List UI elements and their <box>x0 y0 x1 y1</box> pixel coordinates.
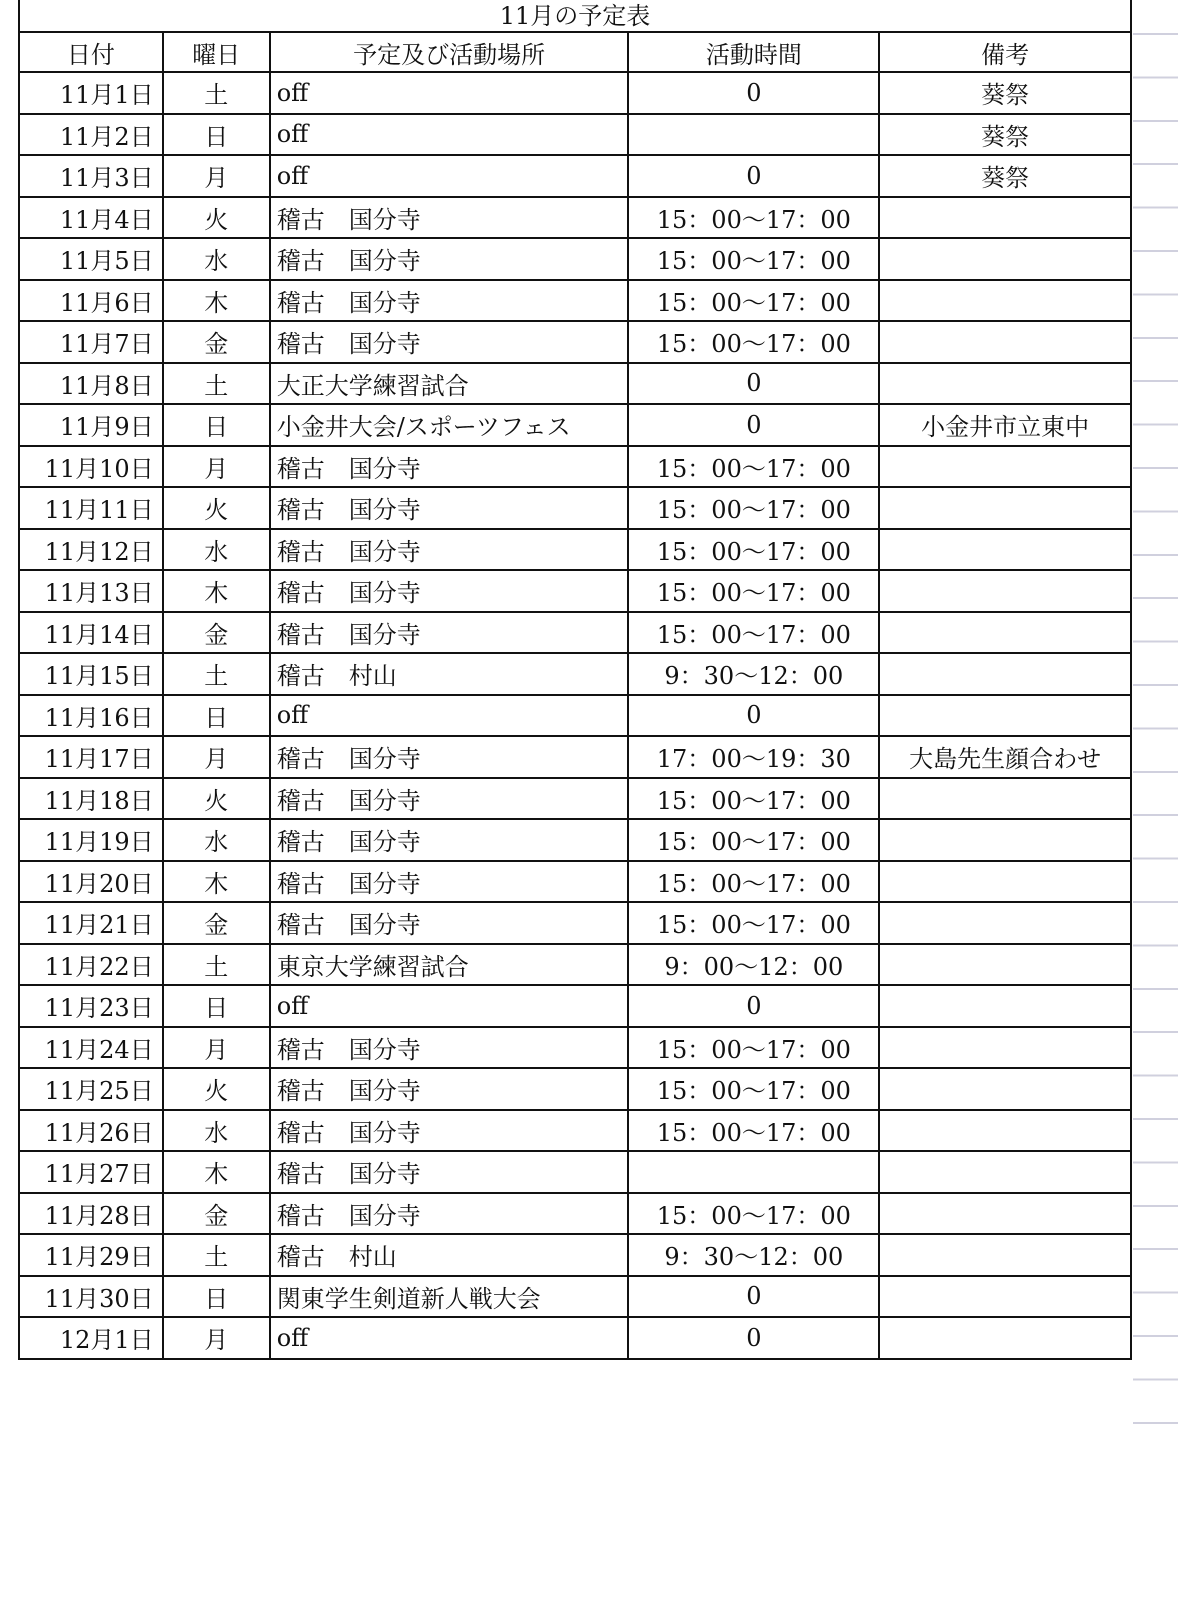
plan-cell: 稽古 国分寺 <box>270 1193 629 1235</box>
date-cell: 11月24日 <box>19 1027 163 1069</box>
date-cell: 11月15日 <box>19 653 163 695</box>
table-row <box>19 280 1131 322</box>
time-cell: 15：00〜17：00 <box>628 778 879 820</box>
weekday-cell: 木 <box>163 570 270 612</box>
plan-cell: off <box>270 155 629 197</box>
table-row <box>19 778 1131 820</box>
weekday-cell: 水 <box>163 529 270 571</box>
weekday-cell: 金 <box>163 902 270 944</box>
date-cell: 11月13日 <box>19 570 163 612</box>
table-row <box>19 1068 1131 1110</box>
time-cell: 9：00〜12：00 <box>628 944 879 986</box>
table-row <box>19 1151 1131 1193</box>
date-cell: 11月27日 <box>19 1151 163 1193</box>
weekday-cell: 月 <box>163 446 270 488</box>
note-cell <box>879 1068 1131 1110</box>
plan-cell: 稽古 国分寺 <box>270 1027 629 1069</box>
weekday-cell: 月 <box>163 736 270 778</box>
plan-cell: 稽古 国分寺 <box>270 238 629 280</box>
ruled-guide-lines <box>1133 0 1178 1430</box>
date-cell: 11月17日 <box>19 736 163 778</box>
time-cell: 15：00〜17：00 <box>628 446 879 488</box>
time-cell: 15：00〜17：00 <box>628 321 879 363</box>
time-cell: 15：00〜17：00 <box>628 1027 879 1069</box>
time-cell: 9：30〜12：00 <box>628 1234 879 1276</box>
note-cell <box>879 363 1131 405</box>
date-cell: 11月30日 <box>19 1276 163 1318</box>
weekday-cell: 月 <box>163 1317 270 1359</box>
time-cell: 15：00〜17：00 <box>628 529 879 571</box>
weekday-cell: 月 <box>163 155 270 197</box>
note-cell: 大島先生顔合わせ <box>879 736 1131 778</box>
time-cell: 0 <box>628 1317 879 1359</box>
table-row <box>19 155 1131 197</box>
header-plan-location: 予定及び活動場所 <box>270 32 629 72</box>
date-cell: 11月23日 <box>19 985 163 1027</box>
plan-cell: 稽古 国分寺 <box>270 280 629 322</box>
time-cell: 0 <box>628 695 879 737</box>
table-row <box>19 197 1131 239</box>
time-cell: 9：30〜12：00 <box>628 653 879 695</box>
time-cell: 15：00〜17：00 <box>628 902 879 944</box>
table-title: 11月の予定表 <box>19 0 1131 32</box>
weekday-cell: 土 <box>163 363 270 405</box>
time-cell: 15：00〜17：00 <box>628 1068 879 1110</box>
date-cell: 11月19日 <box>19 819 163 861</box>
date-cell: 11月14日 <box>19 612 163 654</box>
date-cell: 11月26日 <box>19 1110 163 1152</box>
plan-cell: 稽古 国分寺 <box>270 736 629 778</box>
note-cell <box>879 1317 1131 1359</box>
plan-cell: 稽古 国分寺 <box>270 612 629 654</box>
note-cell <box>879 902 1131 944</box>
plan-cell: 稽古 村山 <box>270 653 629 695</box>
note-cell <box>879 1027 1131 1069</box>
table-row <box>19 861 1131 903</box>
plan-cell: 東京大学練習試合 <box>270 944 629 986</box>
date-cell: 11月8日 <box>19 363 163 405</box>
table-row <box>19 1110 1131 1152</box>
date-cell: 11月5日 <box>19 238 163 280</box>
plan-cell: 稽古 国分寺 <box>270 570 629 612</box>
header-weekday: 曜日 <box>163 32 270 72</box>
plan-cell: 稽古 国分寺 <box>270 197 629 239</box>
table-row <box>19 570 1131 612</box>
weekday-cell: 木 <box>163 861 270 903</box>
weekday-cell: 水 <box>163 819 270 861</box>
note-cell <box>879 487 1131 529</box>
date-cell: 11月3日 <box>19 155 163 197</box>
note-cell <box>879 321 1131 363</box>
table-row <box>19 238 1131 280</box>
table-row <box>19 1276 1131 1318</box>
table-row <box>19 487 1131 529</box>
note-cell: 葵祭 <box>879 114 1131 156</box>
date-cell: 11月20日 <box>19 861 163 903</box>
date-cell: 11月12日 <box>19 529 163 571</box>
note-cell <box>879 861 1131 903</box>
weekday-cell: 火 <box>163 1068 270 1110</box>
table-row <box>19 446 1131 488</box>
table-row <box>19 819 1131 861</box>
note-cell <box>879 653 1131 695</box>
table-row <box>19 529 1131 571</box>
note-cell: 葵祭 <box>879 72 1131 114</box>
plan-cell: 稽古 国分寺 <box>270 902 629 944</box>
weekday-cell: 水 <box>163 238 270 280</box>
note-cell <box>879 1110 1131 1152</box>
date-cell: 12月1日 <box>19 1317 163 1359</box>
table-row <box>19 363 1131 405</box>
plan-cell: 稽古 村山 <box>270 1234 629 1276</box>
date-cell: 11月9日 <box>19 404 163 446</box>
plan-cell: 稽古 国分寺 <box>270 487 629 529</box>
weekday-cell: 土 <box>163 944 270 986</box>
date-cell: 11月25日 <box>19 1068 163 1110</box>
schedule-rows <box>19 72 1131 1359</box>
note-cell <box>879 778 1131 820</box>
note-cell <box>879 529 1131 571</box>
date-cell: 11月6日 <box>19 280 163 322</box>
weekday-cell: 日 <box>163 114 270 156</box>
weekday-cell: 日 <box>163 1276 270 1318</box>
table-row <box>19 1193 1131 1235</box>
weekday-cell: 土 <box>163 1234 270 1276</box>
table-row <box>19 1317 1131 1359</box>
plan-cell: 稽古 国分寺 <box>270 529 629 571</box>
note-cell: 葵祭 <box>879 155 1131 197</box>
time-cell: 15：00〜17：00 <box>628 819 879 861</box>
weekday-cell: 土 <box>163 653 270 695</box>
note-cell <box>879 1276 1131 1318</box>
plan-cell: 稽古 国分寺 <box>270 446 629 488</box>
time-cell: 0 <box>628 363 879 405</box>
table-row <box>19 321 1131 363</box>
date-cell: 11月29日 <box>19 1234 163 1276</box>
note-cell <box>879 1234 1131 1276</box>
plan-cell: 稽古 国分寺 <box>270 1151 629 1193</box>
plan-cell: off <box>270 72 629 114</box>
weekday-cell: 金 <box>163 1193 270 1235</box>
time-cell: 15：00〜17：00 <box>628 487 879 529</box>
plan-cell: 稽古 国分寺 <box>270 819 629 861</box>
note-cell <box>879 280 1131 322</box>
date-cell: 11月21日 <box>19 902 163 944</box>
plan-cell: 大正大学練習試合 <box>270 363 629 405</box>
note-cell <box>879 985 1131 1027</box>
table-row <box>19 72 1131 114</box>
weekday-cell: 日 <box>163 695 270 737</box>
time-cell: 0 <box>628 985 879 1027</box>
table-row <box>19 1027 1131 1069</box>
note-cell <box>879 197 1131 239</box>
date-cell: 11月1日 <box>19 72 163 114</box>
table-row <box>19 612 1131 654</box>
time-cell: 0 <box>628 155 879 197</box>
weekday-cell: 月 <box>163 1027 270 1069</box>
plan-cell: off <box>270 1317 629 1359</box>
date-cell: 11月11日 <box>19 487 163 529</box>
time-cell: 0 <box>628 72 879 114</box>
date-cell: 11月10日 <box>19 446 163 488</box>
table-row <box>19 695 1131 737</box>
table-row <box>19 944 1131 986</box>
weekday-cell: 金 <box>163 321 270 363</box>
note-cell <box>879 1151 1131 1193</box>
date-cell: 11月22日 <box>19 944 163 986</box>
note-cell <box>879 446 1131 488</box>
table-row <box>19 404 1131 446</box>
table-row <box>19 985 1131 1027</box>
note-cell: 小金井市立東中 <box>879 404 1131 446</box>
date-cell: 11月2日 <box>19 114 163 156</box>
weekday-cell: 日 <box>163 985 270 1027</box>
time-cell: 15：00〜17：00 <box>628 197 879 239</box>
plan-cell: 稽古 国分寺 <box>270 1110 629 1152</box>
title-row <box>19 0 1131 32</box>
date-cell: 11月7日 <box>19 321 163 363</box>
header-date: 日付 <box>19 32 163 72</box>
plan-cell: 関東学生剣道新人戦大会 <box>270 1276 629 1318</box>
time-cell: 17：00〜19：30 <box>628 736 879 778</box>
note-cell <box>879 612 1131 654</box>
weekday-cell: 火 <box>163 197 270 239</box>
date-cell: 11月16日 <box>19 695 163 737</box>
weekday-cell: 木 <box>163 1151 270 1193</box>
table-row <box>19 114 1131 156</box>
time-cell: 0 <box>628 1276 879 1318</box>
time-cell: 0 <box>628 404 879 446</box>
time-cell: 15：00〜17：00 <box>628 280 879 322</box>
weekday-cell: 木 <box>163 280 270 322</box>
header-row <box>19 32 1131 72</box>
plan-cell: off <box>270 695 629 737</box>
header-notes: 備考 <box>879 32 1131 72</box>
note-cell <box>879 570 1131 612</box>
date-cell: 11月4日 <box>19 197 163 239</box>
table-row <box>19 1234 1131 1276</box>
date-cell: 11月18日 <box>19 778 163 820</box>
time-cell: 15：00〜17：00 <box>628 612 879 654</box>
plan-cell: 稽古 国分寺 <box>270 1068 629 1110</box>
table-row <box>19 653 1131 695</box>
note-cell <box>879 695 1131 737</box>
time-cell: 15：00〜17：00 <box>628 861 879 903</box>
note-cell <box>879 944 1131 986</box>
plan-cell: 小金井大会/スポーツフェス <box>270 404 629 446</box>
time-cell: 15：00〜17：00 <box>628 570 879 612</box>
plan-cell: 稽古 国分寺 <box>270 861 629 903</box>
table-row <box>19 736 1131 778</box>
weekday-cell: 日 <box>163 404 270 446</box>
plan-cell: 稽古 国分寺 <box>270 321 629 363</box>
plan-cell: 稽古 国分寺 <box>270 778 629 820</box>
weekday-cell: 水 <box>163 1110 270 1152</box>
weekday-cell: 火 <box>163 778 270 820</box>
note-cell <box>879 1193 1131 1235</box>
date-cell: 11月28日 <box>19 1193 163 1235</box>
header-activity-time: 活動時間 <box>628 32 879 72</box>
time-cell: 15：00〜17：00 <box>628 1110 879 1152</box>
table-row <box>19 902 1131 944</box>
time-cell <box>628 114 879 156</box>
time-cell: 15：00〜17：00 <box>628 1193 879 1235</box>
plan-cell: off <box>270 114 629 156</box>
note-cell <box>879 238 1131 280</box>
plan-cell: off <box>270 985 629 1027</box>
note-cell <box>879 819 1131 861</box>
weekday-cell: 土 <box>163 72 270 114</box>
time-cell <box>628 1151 879 1193</box>
schedule-table <box>18 0 1132 1360</box>
time-cell: 15：00〜17：00 <box>628 238 879 280</box>
weekday-cell: 金 <box>163 612 270 654</box>
weekday-cell: 火 <box>163 487 270 529</box>
